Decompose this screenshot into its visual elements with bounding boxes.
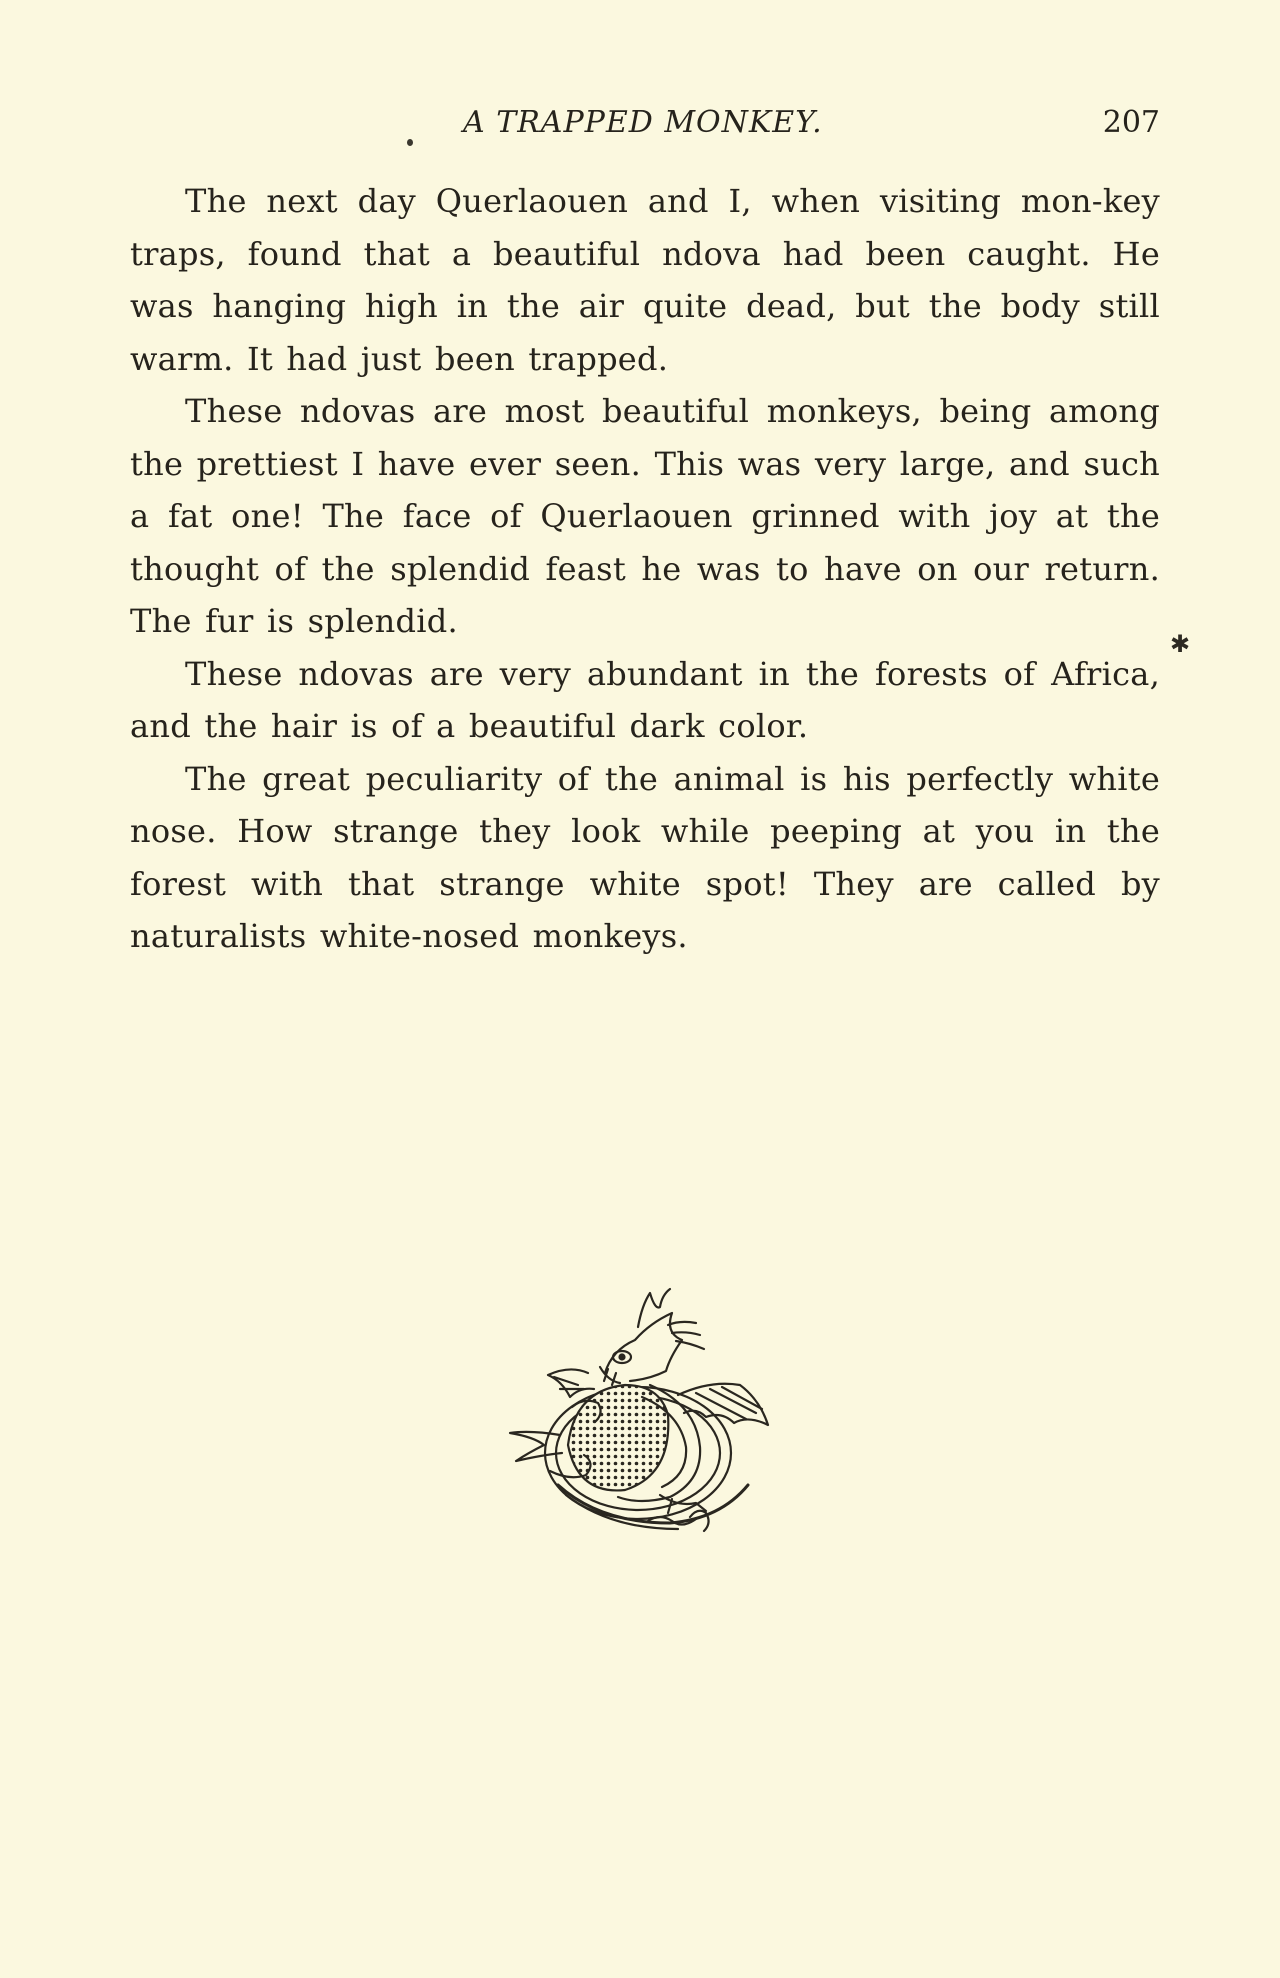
paragraph-3: These ndovas are very abundant in the forests of Africa, and the hair is of a beautiful dark color. (130, 654, 1160, 745)
print-speck (407, 139, 413, 146)
dragon-vignette-icon (500, 1285, 810, 1540)
running-title: A TRAPPED MONKEY. (463, 105, 823, 140)
paragraph-1: The next day Querlaouen and I, when visiting mon-key traps, found that a beautiful ndova had been caught. He was hanging high in the air quite dead, but the body still warm. It had just been trapped. (130, 182, 1160, 378)
asterisk-mark: ✱ (1170, 630, 1191, 658)
paragraph-2: These ndovas are most beautiful monkeys, being among the prettiest I have ever seen. This was very large, and such a fat one! The face of Querlaouen grinned with joy at the thought of the splendid feast he was to have on our return. The fur is splendid. (130, 392, 1160, 640)
paragraph-4: The great peculiarity of the animal is his perfectly white nose. How strange they look while peeping at you in the forest with that strange white spot! They are called by naturalists white-nosed monkeys. (130, 759, 1160, 955)
page-number: 207 (1102, 105, 1160, 140)
body-text (130, 175, 1160, 963)
running-head (130, 101, 1160, 145)
